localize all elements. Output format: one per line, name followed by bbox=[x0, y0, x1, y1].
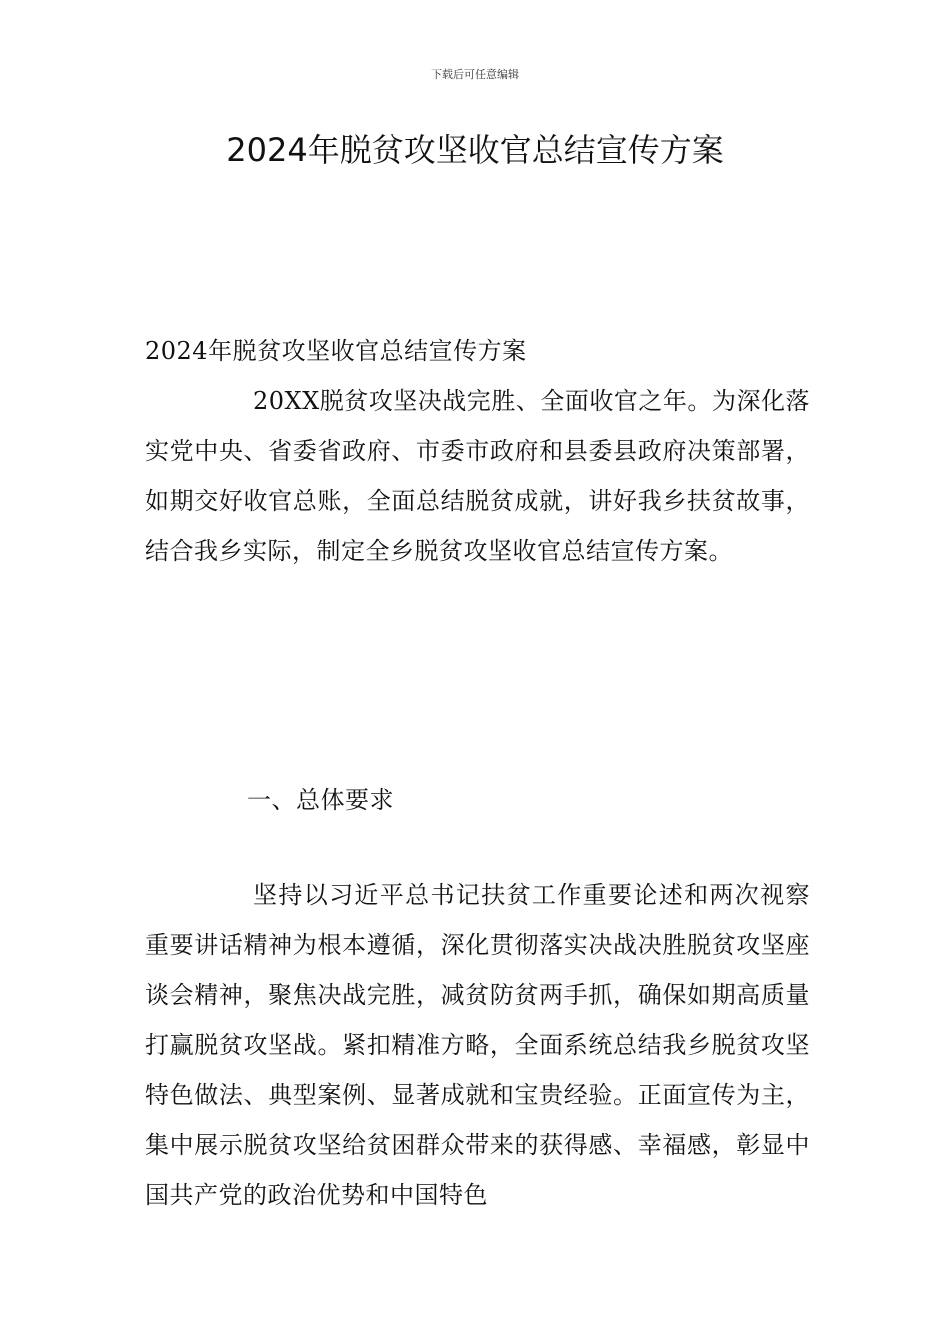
document-subtitle: 2024年脱贫攻坚收官总结宣传方案 bbox=[145, 337, 527, 365]
intro-paragraph: 20XX脱贫攻坚决战完胜、全面收官之年。为深化落实党中央、省委省政府、市委市政府和县委县政府决策部署，如期交好收官总账，全面总结脱贫成就，讲好我乡扶贫故事，结合我乡实际，制定全乡脱贫攻坚收官总结宣传方案。 bbox=[145, 387, 810, 565]
section-heading-overall-requirements: 一、总体要求 bbox=[247, 786, 394, 814]
page-header-note: 下载后可任意编辑 bbox=[431, 68, 519, 81]
section-paragraph-overall-requirements: 坚持以习近平总书记扶贫工作重要论述和两次视察重要讲话精神为根本遵循，深化贯彻落实决战决胜脱贫攻坚座谈会精神，聚焦决战完胜，减贫防贫两手抓，确保如期高质量打赢脱贫攻坚战。紧扣精准方略，全面系统总结我乡脱贫攻坚特色做法、典型案例、显著成就和宝贵经验。正面宣传为主，集中展示脱贫攻坚给贫困群众带来的获得感、幸福感，彰显中国共产党的政治优势和中国特色 bbox=[145, 881, 810, 1209]
document-title: 2024年脱贫攻坚收官总结宣传方案 bbox=[226, 131, 724, 169]
